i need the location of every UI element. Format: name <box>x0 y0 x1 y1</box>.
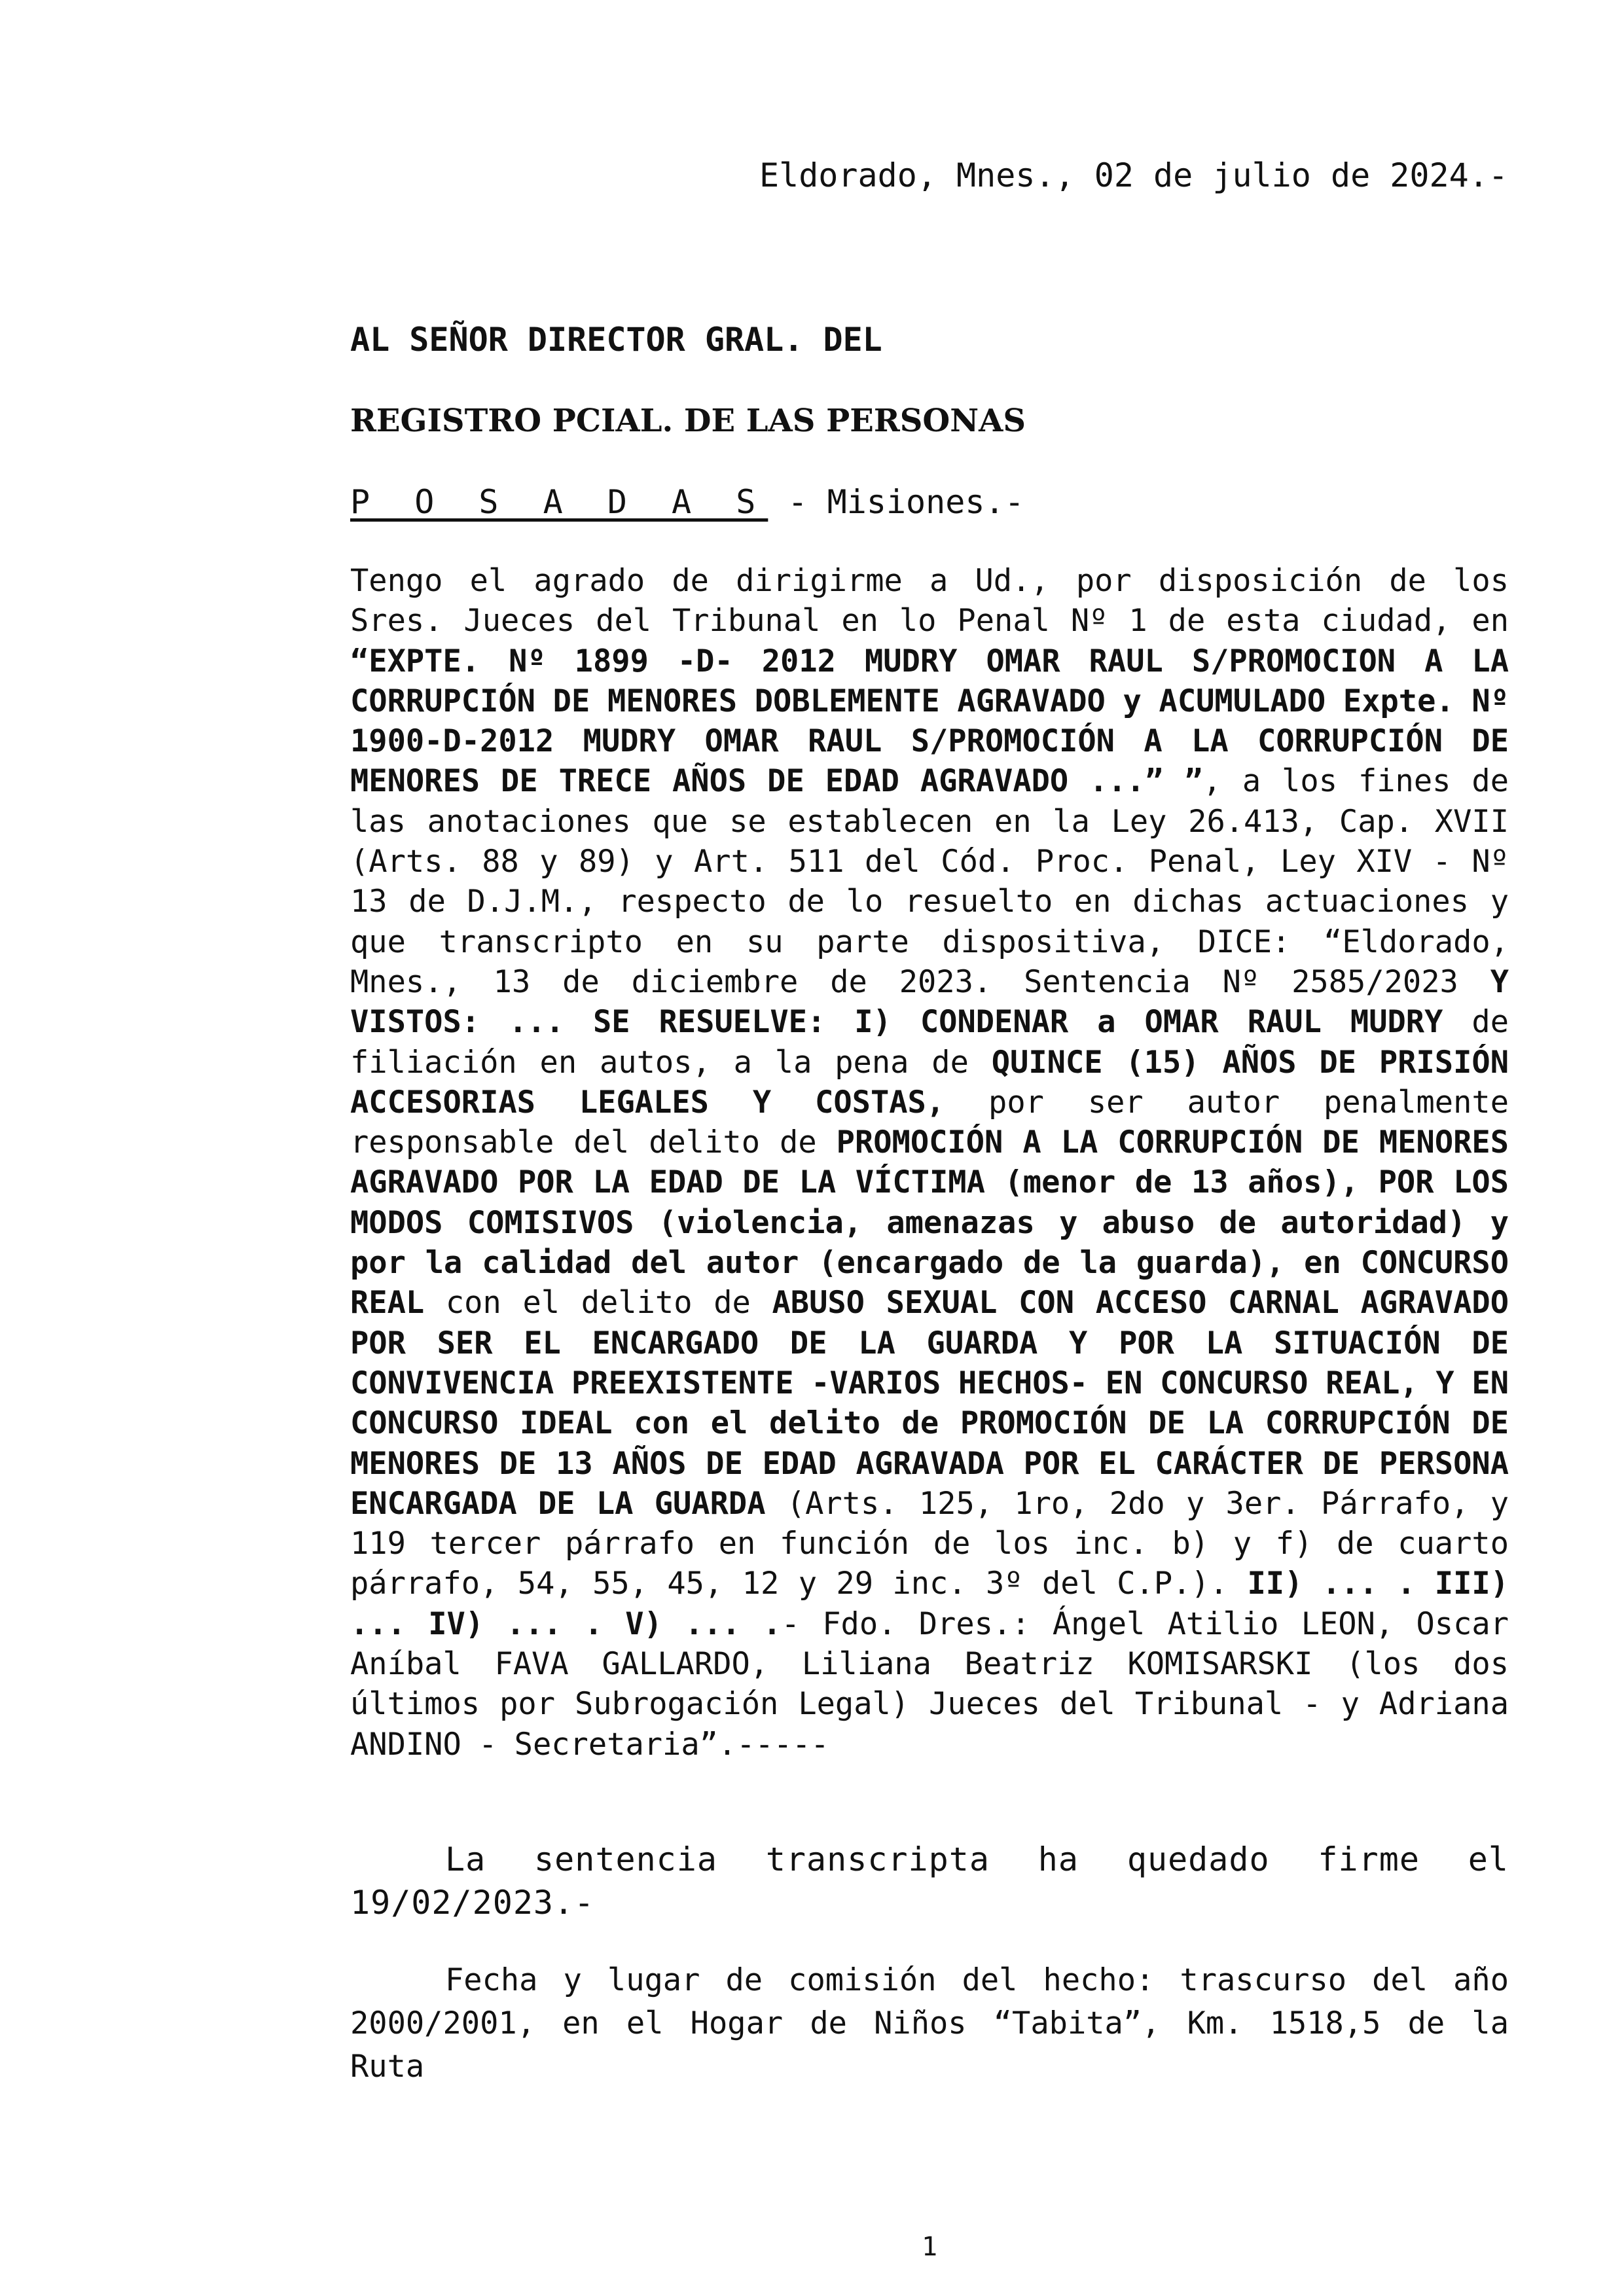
fecha-paragraph: Fecha y lugar de comisión del hecho: trascurso del año 2000/2001, en el Hogar de Niños “Tabita”, Km. 1518,5 de la Ruta <box>350 1962 1509 2085</box>
resolution-items: II) ... . III) ... IV) ... . V) ... . <box>350 1566 1509 1642</box>
body-text-5: con el delito de <box>424 1285 772 1321</box>
main-paragraph <box>350 561 1509 1765</box>
body-text-6: (Arts. 125, 1ro, 2do y 3er. Párrafo, y 119 tercer párrafo en función de los inc. b) y f) de cuarto párrafo, 54, 55, 45, 12 y 29 inc. 3º del C.P.). <box>350 1485 1509 1602</box>
firm-paragraph: La sentencia transcripta ha quedado firme el 19/02/2023.- <box>350 1840 1509 1922</box>
page-number: 1 <box>921 2232 938 2262</box>
case-title: “EXPTE. Nº 1899 -D- 2012 MUDRY OMAR RAUL S/PROMOCION A LA CORRUPCIÓN DE MENORES DOBLEMENTE AGRAVADO y ACUMULADO Expte. Nº 1900-D-2012 MUDRY OMAR RAUL S/PROMOCIÓN A LA CORRUPCIÓN DE MENORES DE TRECE AÑOS DE EDAD AGRAVADO ...” ” <box>350 643 1509 800</box>
offense-2: ABUSO SEXUAL CON ACCESO CARNAL AGRAVADO POR SER EL ENCARGADO DE LA GUARDA Y POR LA SITUACIÓN DE CONVIVENCIA PREEXISTENTE -VARIOS HECHOS- EN CONCURSO REAL, Y EN CONCURSO IDEAL con el delito de PROMOCIÓN DE LA CORRUPCIÓN DE MENORES DE 13 AÑOS DE EDAD AGRAVADA POR EL CARÁCTER DE PERSONA ENCARGADA DE LA GUARDA <box>350 1285 1509 1522</box>
addressee-province: - Misiones.- <box>768 483 1024 521</box>
addressee-institution: REGISTRO PCIAL. DE LAS PERSONAS <box>350 403 1026 439</box>
resolution-heading: Y VISTOS: ... SE RESUELVE: I) CONDENAR a OMAR RAUL MUDRY <box>350 963 1509 1041</box>
addressee-city: P O S A D A S <box>350 483 768 521</box>
addressee-title: AL SEÑOR DIRECTOR GRAL. DEL <box>350 321 882 359</box>
offense-1: PROMOCIÓN A LA CORRUPCIÓN DE MENORES AGRAVADO POR LA EDAD DE LA VÍCTIMA (menor de 13 años), POR LOS MODOS COMISIVOS (violencia, amenazas y abuso de autoridad) y por la calidad del autor (encargado de la guarda), en CONCURSO REAL <box>350 1124 1509 1321</box>
body-text-3: de filiación en autos, a la pena de <box>350 1004 1509 1081</box>
body-text-1: Tengo el agrado de dirigirme a Ud., por disposición de los Sres. Jueces del Tribunal en lo Penal Nº 1 de esta ciudad, en <box>350 563 1509 639</box>
sentence-term: QUINCE (15) AÑOS DE PRISIÓN ACCESORIAS LEGALES Y COSTAS, <box>350 1044 1509 1121</box>
date-line: Eldorado, Mnes., 02 de julio de 2024.- <box>759 156 1508 194</box>
addressee-location <box>350 483 1024 521</box>
body-text-2: , a los fines de las anotaciones que se establecen en la Ley 26.413, Cap. XVII (Arts. 88 y 89) y Art. 511 del Cód. Proc. Penal, Ley XIV - Nº 13 de D.J.M., respecto de lo resuelto en dichas actuaciones y que transcripto en su parte dispositiva, DICE: “Eldorado, Mnes., 13 de diciembre de 2023. Sentencia Nº 2585/2023 <box>350 763 1509 1000</box>
body-text-4: por ser autor penalmente responsable del delito de <box>350 1084 1509 1161</box>
signatures-text: - Fdo. Dres.: Ángel Atilio LEON, Oscar Aníbal FAVA GALLARDO, Liliana Beatriz KOMISARSKI (los dos últimos por Subrogación Legal) Jueces del Tribunal - y Adriana ANDINO - Secretaria”.----- <box>350 1605 1509 1763</box>
